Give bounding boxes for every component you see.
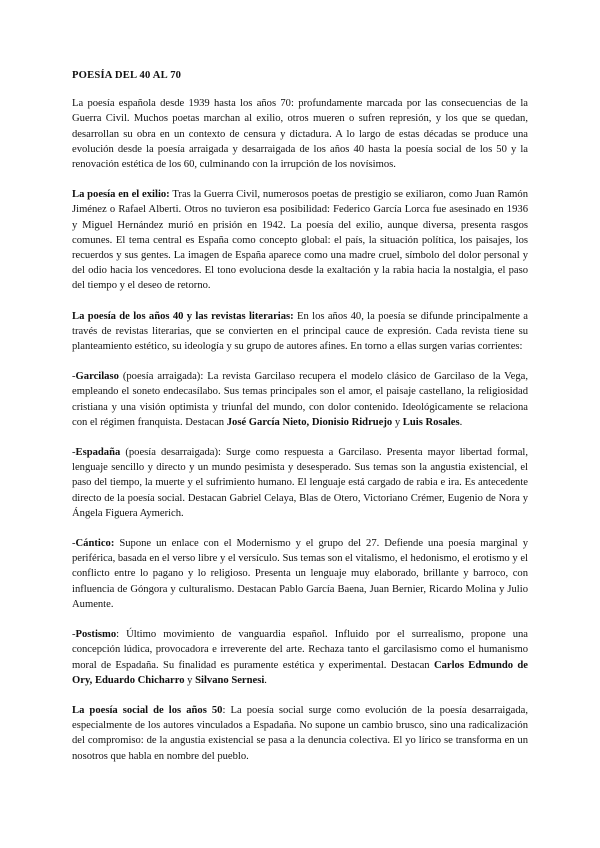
postismo-text: : Último movimiento de vanguardia español. Influido por el surrealismo, propone una concepción lúdica, provocadora e irreverente del arte. Rechaza tanto el garcilasismo como el humanismo moral de Espadaña. Su finalidad es puramente estética y experimental. Destacan	[72, 629, 528, 671]
exilio-paragraph	[72, 187, 528, 293]
garcilaso-heading: Garcilaso	[75, 371, 119, 383]
postismo-heading: Postismo	[75, 629, 117, 641]
garcilaso-author-last: Luis Rosales	[402, 416, 460, 428]
social-heading: La poesía social de los años 50	[72, 704, 223, 716]
espadana-text: (poesía desarraigada): Surge como respuesta a Garcilaso. Presenta mayor libertad formal, lenguaje sencillo y directo y un mundo pesimista y desesperado. Sus temas son la angustia existencial, el paso del tiempo, la muerte y el sufrimiento humano. El lenguaje está cargado de rabia e ira. Es antecedente directo de la poesía social. Destacan Gabriel Celaya, Blas de Otero, Victoriano Crémer, Eugenio de Nora y Ángela Figuera Aymerich.	[72, 447, 528, 519]
social-paragraph	[72, 703, 528, 764]
garcilaso-end: .	[459, 416, 463, 428]
garcilaso-paragraph	[72, 369, 528, 430]
cantico-paragraph	[72, 536, 528, 612]
garcilaso-prefix: -	[72, 371, 76, 383]
revistas-paragraph	[72, 309, 528, 355]
postismo-author-last: Silvano Sernesi	[195, 674, 265, 686]
cantico-heading: Cántico:	[75, 538, 115, 550]
intro-paragraph	[72, 96, 528, 172]
espadana-prefix: -	[72, 447, 76, 459]
garcilaso-authors: José García Nieto, Dionisio Ridruejo	[226, 416, 393, 428]
cantico-prefix: -	[72, 538, 76, 550]
exilio-heading: La poesía en el exilio:	[72, 189, 170, 201]
garcilaso-joiner: y	[392, 416, 403, 428]
revistas-text: En los años 40, la poesía se difunde principalmente a través de revistas literarias, que se convierten en el principal cauce de expresión. Cada revista tiene su planteamiento estético, su ideología y su grupo de autores afines. En torno a ellas surgen varias corrientes:	[72, 310, 528, 353]
postismo-paragraph	[72, 627, 528, 688]
document-title: POESÍA DEL 40 AL 70	[72, 70, 182, 81]
social-text: : La poesía social surge como evolución de la poesía desarraigada, especialmente de los autores vinculados a Espadaña. No supone un cambio brusco, sino una radicalización del compromiso: de la angustia existencial se pasa a la denuncia colectiva. El yo lírico se transforma en un nosotros que habla en nombre del pueblo.	[72, 704, 528, 762]
postismo-prefix: -	[72, 629, 76, 641]
postismo-authors: Carlos Edmundo de Ory, Eduardo Chicharro	[72, 659, 528, 686]
espadana-paragraph	[72, 445, 528, 521]
revistas-heading: La poesía de los años 40 y las revistas literarias:	[72, 310, 294, 322]
exilio-text: Tras la Guerra Civil, numerosos poetas de prestigio se exiliaron, como Juan Ramón Jiménez o Rafael Alberti. Otros no tuvieron esa posibilidad: Federico García Lorca fue asesinado en 1936 y Miguel Hernández murió en prisión en 1942. La poesía del exilio, aunque diversa, presenta rasgos comunes. El tema central es España como concepto global: el país, la situación política, los paisajes, los recuerdos y sus gentes. La imagen de España aparece como una madre cruel, símbolo del dolor personal y del odio hacia los vencedores. El tono evoluciona desde la exaltación y la rabia hacia la nostalgia, el paso del tiempo y el deseo de retorno.	[72, 189, 528, 292]
cantico-text: Supone un enlace con el Modernismo y el grupo del 27. Defiende una poesía marginal y periférica, basada en el verso libre y el versículo. Sus temas son el vitalismo, el hedonismo, el erotismo y el conflicto entre lo pagano y lo religioso. Presenta un lenguaje muy elaborado, brillante y barroco, con influencia de Góngora y culturalismo. Destacan Pablo García Baena, Juan Bernier, Ricardo Molina y Julio Aumente.	[72, 538, 528, 610]
intro-text: La poesía española desde 1939 hasta los años 70: profundamente marcada por las consecuencias de la Guerra Civil. Muchos poetas marchan al exilio, otros mueren o sufren represión, y los que se quedan, desarrollan su obra en un contexto de censura y dictadura. A lo largo de estas décadas se produce una evolución desde la poesía arraigada y desarraigada de los años 40 hasta la poesía social de los 50 y la renovación estética de los 60, culminando con la irrupción de los novísimos.	[72, 98, 528, 171]
espadana-heading: Espadaña	[75, 447, 121, 459]
garcilaso-text: (poesía arraigada): La revista Garcilaso recupera el modelo clásico de Garcilaso de la Vega, empleando el soneto endecasílabo. Sus temas principales son el amor, el paisaje castellano, la religiosidad cristiana y una visión optimista y triunfal del mundo, con dolor contenido. Ideológicamente se relaciona con el régimen franquista. Destacan	[72, 371, 528, 428]
document-page	[72, 68, 528, 779]
postismo-end: .	[264, 674, 267, 686]
postismo-joiner: y	[184, 674, 196, 686]
